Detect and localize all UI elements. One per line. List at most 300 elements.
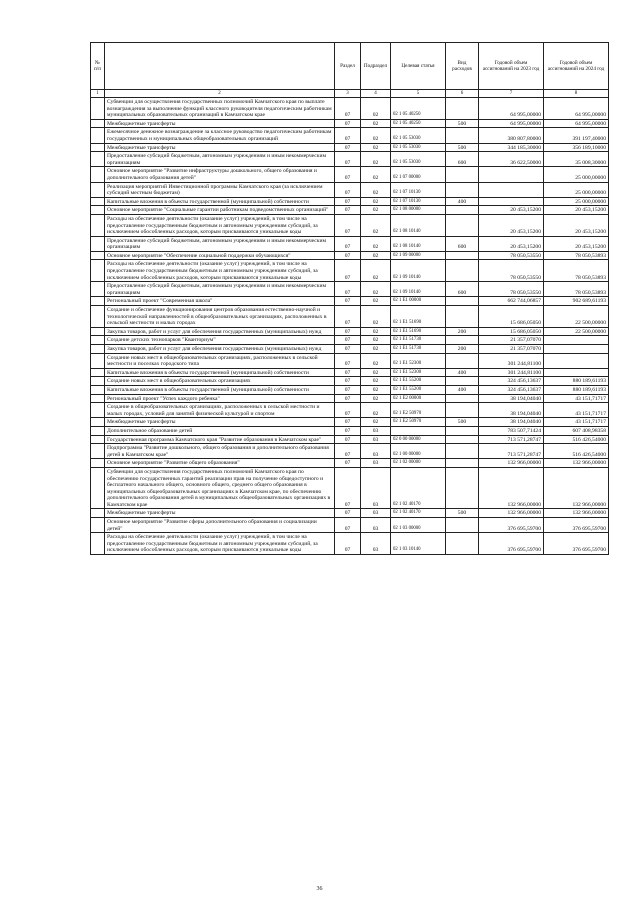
- table-row: [91, 206, 609, 215]
- cell-vid: 400: [446, 197, 479, 206]
- header-vol2024: Годовой объем ассигнований на 2024 год: [544, 43, 609, 90]
- column-number: 4: [361, 90, 391, 98]
- cell-podrazdel: 03: [361, 426, 391, 435]
- cell-vol2023: 20 453,15200: [479, 236, 544, 251]
- cell-vol2023: 324 456,13637: [479, 385, 544, 394]
- cell-vol2023: 132 966,00000: [479, 509, 544, 518]
- cell-name: Региональный проект "Успех каждого ребенка": [105, 394, 335, 403]
- cell-name: Субвенции для осуществления государственных полномочий Камчатского края по обеспечению государственных гарантий реализации прав на получение общедоступного и бесплатного начального общего, основного общего, среднего общего образования в муниципальных общеобразовательных организациях в Камчатском крае, по обеспечению дополнительного образования детей в муниципальных общеобразовательных организациях в Камчатском крае: [105, 467, 335, 509]
- cell-vol2024: [544, 345, 609, 354]
- cell-target: 02 1 09 10140: [391, 282, 446, 297]
- cell-razdel: 07: [335, 260, 361, 282]
- cell-target: 02 1 08 10140: [391, 214, 446, 236]
- table-row: [91, 143, 609, 152]
- cell-razdel: 07: [335, 152, 361, 167]
- cell-vol2023: 36 622,50000: [479, 152, 544, 167]
- page-number: 36: [316, 886, 323, 892]
- cell-podrazdel: 02: [361, 336, 391, 345]
- cell-target: 02 1 05 40250: [391, 119, 446, 128]
- column-number: 5: [391, 90, 446, 98]
- cell-num: [91, 306, 105, 328]
- cell-vol2024: 516 426,54000: [544, 444, 609, 459]
- table-row: [91, 327, 609, 336]
- cell-num: [91, 444, 105, 459]
- cell-num: [91, 128, 105, 143]
- cell-podrazdel: 02: [361, 377, 391, 386]
- cell-vol2024: 20 453,15200: [544, 214, 609, 236]
- cell-vol2024: 391 197,40000: [544, 128, 609, 143]
- cell-razdel: 07: [335, 394, 361, 403]
- table-row: [91, 533, 609, 555]
- column-number: 6: [446, 90, 479, 98]
- cell-podrazdel: 02: [361, 197, 391, 206]
- cell-num: [91, 435, 105, 444]
- table-row: [91, 394, 609, 403]
- table-row: [91, 119, 609, 128]
- cell-vid: [446, 167, 479, 182]
- cell-podrazdel: 02: [361, 152, 391, 167]
- cell-podrazdel: 02: [361, 128, 391, 143]
- cell-target: 02 1 03 00000: [391, 518, 446, 533]
- cell-vol2024: 376 695,59700: [544, 533, 609, 555]
- cell-vid: [446, 260, 479, 282]
- header-num: № п/п: [91, 43, 105, 90]
- cell-name: Межбюджетные трансферты: [105, 418, 335, 427]
- column-number: 3: [335, 90, 361, 98]
- cell-vol2024: 356 189,10000: [544, 143, 609, 152]
- table-row: [91, 152, 609, 167]
- table-row: [91, 377, 609, 386]
- cell-name: Межбюджетные трансферты: [105, 143, 335, 152]
- cell-vol2024: 880 189,61193: [544, 385, 609, 394]
- cell-num: [91, 152, 105, 167]
- cell-vol2023: 132 966,00000: [479, 467, 544, 509]
- cell-num: [91, 467, 105, 509]
- cell-target: 02 1 E1 52300: [391, 353, 446, 368]
- cell-razdel: 07: [335, 377, 361, 386]
- cell-vol2023: [479, 167, 544, 182]
- table-row: [91, 251, 609, 260]
- cell-vid: [446, 435, 479, 444]
- cell-vid: [446, 306, 479, 328]
- table-row: [91, 197, 609, 206]
- table-row: [91, 467, 609, 509]
- cell-target: 02 0 00 00000: [391, 435, 446, 444]
- cell-num: [91, 345, 105, 354]
- cell-target: 02 1 02 40170: [391, 509, 446, 518]
- cell-target: 02 1 E1 55200: [391, 377, 446, 386]
- cell-num: [91, 385, 105, 394]
- cell-target: 02 1 09 10140: [391, 260, 446, 282]
- cell-vol2024: [544, 336, 609, 345]
- cell-name: Ежемесячное денежное вознаграждение за классное руководство педагогическим работникам государственных и муниципальных общеобразовательных организаций: [105, 128, 335, 143]
- table-row: [91, 260, 609, 282]
- cell-vol2024: 78 050,53893: [544, 260, 609, 282]
- table-row: [91, 444, 609, 459]
- cell-vol2023: 21 357,07070: [479, 345, 544, 354]
- cell-vol2024: 64 995,00000: [544, 119, 609, 128]
- cell-target: 02 1 E2 00000: [391, 394, 446, 403]
- column-number: 2: [105, 90, 335, 98]
- cell-vol2023: 78 050,53550: [479, 251, 544, 260]
- cell-podrazdel: 02: [361, 167, 391, 182]
- cell-num: [91, 251, 105, 260]
- cell-razdel: 07: [335, 345, 361, 354]
- cell-num: [91, 394, 105, 403]
- cell-vol2024: 25 000,00000: [544, 182, 609, 197]
- header-name: [105, 43, 335, 90]
- cell-vol2024: 20 453,15200: [544, 206, 609, 215]
- cell-target: 02 1 E1 51690: [391, 306, 446, 328]
- cell-vol2023: 380 807,80000: [479, 128, 544, 143]
- cell-razdel: 07: [335, 98, 361, 120]
- cell-podrazdel: 02: [361, 251, 391, 260]
- cell-num: [91, 403, 105, 418]
- cell-vid: 500: [446, 119, 479, 128]
- cell-target: 02 1 E2 50970: [391, 418, 446, 427]
- budget-table: [90, 42, 609, 555]
- cell-vol2023: 64 995,00000: [479, 119, 544, 128]
- cell-vid: [446, 214, 479, 236]
- cell-vol2023: 38 194,04040: [479, 418, 544, 427]
- cell-num: [91, 368, 105, 377]
- cell-name: Создание новых мест в общеобразовательных организациях, расположенных в сельской местности и поселках городского типа: [105, 353, 335, 368]
- table-row: [91, 345, 609, 354]
- cell-razdel: 07: [335, 336, 361, 345]
- cell-num: [91, 260, 105, 282]
- cell-vid: 500: [446, 418, 479, 427]
- cell-num: [91, 518, 105, 533]
- cell-razdel: 07: [335, 251, 361, 260]
- cell-target: 02 1 02 00000: [391, 459, 446, 468]
- cell-vid: 200: [446, 327, 479, 336]
- cell-name: Капитальные вложения в объекты государственной (муниципальной) собственности: [105, 197, 335, 206]
- cell-target: 02 1 08 10140: [391, 236, 446, 251]
- table-row: [91, 336, 609, 345]
- cell-podrazdel: 03: [361, 467, 391, 509]
- cell-razdel: 07: [335, 435, 361, 444]
- cell-razdel: 07: [335, 128, 361, 143]
- cell-num: [91, 459, 105, 468]
- cell-vol2024: 902 689,61193: [544, 297, 609, 306]
- cell-razdel: 07: [335, 418, 361, 427]
- cell-name: Создание новых мест в общеобразовательных организациях: [105, 377, 335, 386]
- cell-razdel: 07: [335, 467, 361, 509]
- cell-vol2024: 516 426,54000: [544, 435, 609, 444]
- cell-vol2024: 132 966,00000: [544, 509, 609, 518]
- cell-target: 02 1 E1 51730: [391, 336, 446, 345]
- cell-vid: 500: [446, 509, 479, 518]
- cell-podrazdel: 02: [361, 394, 391, 403]
- cell-target: 02 1 E1 55200: [391, 385, 446, 394]
- cell-vol2024: 25 000,00000: [544, 197, 609, 206]
- cell-vol2024: 25 000,00000: [544, 167, 609, 182]
- cell-razdel: 07: [335, 426, 361, 435]
- header-vol2023: Годовой объем ассигнований на 2023 год: [479, 43, 544, 90]
- cell-razdel: 07: [335, 236, 361, 251]
- cell-razdel: 07: [335, 182, 361, 197]
- cell-vid: 600: [446, 152, 479, 167]
- cell-target: 02 1 09 00000: [391, 251, 446, 260]
- cell-razdel: 07: [335, 282, 361, 297]
- cell-podrazdel: 02: [361, 282, 391, 297]
- cell-name: Основное мероприятие "Социальные гарантии работникам подведомственных организаций": [105, 206, 335, 215]
- cell-razdel: 07: [335, 306, 361, 328]
- cell-target: 02 1 05 53030: [391, 152, 446, 167]
- cell-podrazdel: 02: [361, 368, 391, 377]
- cell-target: 02 1 00 00000: [391, 444, 446, 459]
- cell-vol2024: 22 500,00000: [544, 327, 609, 336]
- cell-vid: [446, 459, 479, 468]
- cell-vol2023: 376 695,59700: [479, 533, 544, 555]
- cell-vol2023: 324 456,13637: [479, 377, 544, 386]
- cell-num: [91, 98, 105, 120]
- cell-num: [91, 197, 105, 206]
- column-number: 1: [91, 90, 105, 98]
- cell-vol2024: 880 189,61193: [544, 377, 609, 386]
- table-row: [91, 418, 609, 427]
- cell-target: 02 1 03 10140: [391, 533, 446, 555]
- cell-vid: [446, 353, 479, 368]
- cell-vol2023: 662 744,06857: [479, 297, 544, 306]
- cell-razdel: 07: [335, 509, 361, 518]
- cell-vid: [446, 377, 479, 386]
- cell-name: Межбюджетные трансферты: [105, 509, 335, 518]
- table-row: [91, 435, 609, 444]
- table-row: [91, 403, 609, 418]
- cell-vid: [446, 426, 479, 435]
- cell-vid: 600: [446, 236, 479, 251]
- cell-vid: [446, 128, 479, 143]
- cell-name: Расходы на обеспечение деятельности (оказание услуг) учреждений, в том числе на предоставление государственным бюджетным и автономным учреждениям субсидий, за исключением обособленных расходов, которым присваиваются уникальные коды: [105, 533, 335, 555]
- cell-vid: [446, 98, 479, 120]
- cell-vol2024: [544, 368, 609, 377]
- table-row: [91, 214, 609, 236]
- cell-vol2023: 376 695,59700: [479, 518, 544, 533]
- cell-num: [91, 236, 105, 251]
- table-row: [91, 518, 609, 533]
- cell-name: Закупка товаров, работ и услуг для обеспечения государственных (муниципальных) нужд: [105, 345, 335, 354]
- cell-podrazdel: 03: [361, 459, 391, 468]
- cell-vid: [446, 518, 479, 533]
- cell-name: Субвенции для осуществления государственных полномочий Камчатского края по выплате вознаграждения за выполнение функций классного руководителя педагогическим работникам муниципальных образовательных организаций в Камчатском крае: [105, 98, 335, 120]
- cell-vol2023: 78 050,53550: [479, 282, 544, 297]
- cell-name: Основное мероприятие "Развитие сферы дополнительного образования и социализации детей": [105, 518, 335, 533]
- cell-num: [91, 206, 105, 215]
- cell-name: Подпрограмма "Развитие дошкольного, общего образования и дополнительного образования детей в Камчатском крае": [105, 444, 335, 459]
- cell-name: Предоставление субсидий бюджетным, автономным учреждениям и иным некоммерческим организациям: [105, 236, 335, 251]
- cell-target: 02 1 05 53030: [391, 128, 446, 143]
- cell-razdel: 07: [335, 143, 361, 152]
- cell-vol2023: 15 686,05050: [479, 306, 544, 328]
- cell-razdel: 07: [335, 385, 361, 394]
- table-row: [91, 167, 609, 182]
- cell-name: Основное мероприятие "Обеспечение социальной поддержки обучающихся": [105, 251, 335, 260]
- cell-name: Межбюджетные трансферты: [105, 119, 335, 128]
- cell-num: [91, 426, 105, 435]
- cell-podrazdel: 02: [361, 182, 391, 197]
- cell-vid: 600: [446, 282, 479, 297]
- cell-podrazdel: 02: [361, 206, 391, 215]
- cell-podrazdel: 02: [361, 98, 391, 120]
- table-header-row: [91, 43, 609, 90]
- cell-razdel: 07: [335, 444, 361, 459]
- cell-num: [91, 509, 105, 518]
- cell-num: [91, 533, 105, 555]
- cell-num: [91, 143, 105, 152]
- cell-vol2024: [544, 353, 609, 368]
- cell-podrazdel: 02: [361, 345, 391, 354]
- cell-num: [91, 353, 105, 368]
- cell-num: [91, 282, 105, 297]
- column-number: 7: [479, 90, 544, 98]
- cell-vol2024: 35 008,30000: [544, 152, 609, 167]
- header-vid: Вид расходов: [446, 43, 479, 90]
- cell-podrazdel: 03: [361, 533, 391, 555]
- cell-vid: [446, 206, 479, 215]
- cell-razdel: 07: [335, 214, 361, 236]
- cell-vol2024: 43 151,71717: [544, 394, 609, 403]
- cell-num: [91, 327, 105, 336]
- cell-podrazdel: 02: [361, 327, 391, 336]
- cell-vol2023: 713 571,28747: [479, 444, 544, 459]
- cell-target: 02 1 02 40170: [391, 467, 446, 509]
- cell-vol2023: 713 571,28747: [479, 435, 544, 444]
- cell-target: 02 1 E1 52300: [391, 368, 446, 377]
- table-row: [91, 306, 609, 328]
- cell-name: Создание в общеобразовательных организациях, расположенных в сельской местности и малых городах, условий для занятий физической культурой и спортом: [105, 403, 335, 418]
- table-row: [91, 128, 609, 143]
- cell-vol2024: 20 453,15200: [544, 236, 609, 251]
- cell-vol2023: 301 244,81100: [479, 368, 544, 377]
- cell-target: 02 1 E1 51690: [391, 327, 446, 336]
- table-row: [91, 353, 609, 368]
- cell-vol2023: 38 194,04040: [479, 403, 544, 418]
- cell-razdel: 07: [335, 327, 361, 336]
- cell-vol2023: [479, 197, 544, 206]
- cell-vol2024: 43 151,71717: [544, 418, 609, 427]
- table-body: [91, 98, 609, 555]
- cell-podrazdel: 02: [361, 385, 391, 394]
- cell-num: [91, 214, 105, 236]
- cell-target: 02 1 E2 50970: [391, 403, 446, 418]
- cell-podrazdel: 02: [361, 236, 391, 251]
- cell-razdel: 07: [335, 518, 361, 533]
- cell-vol2023: 20 453,15200: [479, 214, 544, 236]
- cell-razdel: 07: [335, 533, 361, 555]
- cell-vid: [446, 403, 479, 418]
- cell-razdel: 07: [335, 197, 361, 206]
- cell-vol2023: 38 194,04040: [479, 394, 544, 403]
- cell-num: [91, 182, 105, 197]
- cell-name: Основное мероприятие "Развитие общего образования": [105, 459, 335, 468]
- table-row: [91, 282, 609, 297]
- cell-name: Создание и обеспечение функционирования центров образования естественно-научной и технологической направленностей в общеобразовательных организациях, расположенных в сельской местности и малых городах: [105, 306, 335, 328]
- cell-vol2024: 132 966,00000: [544, 459, 609, 468]
- cell-razdel: 07: [335, 167, 361, 182]
- table-row: [91, 426, 609, 435]
- cell-vid: [446, 533, 479, 555]
- cell-target: 02 1 07 10130: [391, 182, 446, 197]
- cell-name: Государственная программа Камчатского края "Развитие образования в Камчатском крае": [105, 435, 335, 444]
- column-number-row: [91, 90, 609, 98]
- cell-vol2023: 344 185,30000: [479, 143, 544, 152]
- cell-vol2023: 78 050,53550: [479, 260, 544, 282]
- cell-target: 02 1 E1 51730: [391, 345, 446, 354]
- cell-name: Расходы на обеспечение деятельности (оказание услуг) учреждений, в том числе на предоставление государственным бюджетным и автономным учреждениям субсидий, за исключением обособленных расходов, которым присваиваются уникальные коды: [105, 214, 335, 236]
- cell-target: 02 1 E1 00000: [391, 297, 446, 306]
- cell-name: Предоставление субсидий бюджетным, автономным учреждениям и иным некоммерческим организациям: [105, 152, 335, 167]
- cell-num: [91, 167, 105, 182]
- cell-vol2023: 783 507,71424: [479, 426, 544, 435]
- table-row: [91, 385, 609, 394]
- cell-target: 02 1 08 00000: [391, 206, 446, 215]
- cell-num: [91, 377, 105, 386]
- table-row: [91, 297, 609, 306]
- cell-target: 02 1 07 00000: [391, 167, 446, 182]
- header-target: Целевая статья: [391, 43, 446, 90]
- cell-vol2023: [479, 182, 544, 197]
- table-row: [91, 182, 609, 197]
- cell-vol2024: 22 500,00000: [544, 306, 609, 328]
- cell-vid: 500: [446, 143, 479, 152]
- cell-vid: [446, 297, 479, 306]
- header-razdel: Раздел: [335, 43, 361, 90]
- cell-razdel: 07: [335, 353, 361, 368]
- cell-vol2024: 78 050,53893: [544, 282, 609, 297]
- cell-num: [91, 297, 105, 306]
- cell-name: Капитальные вложения в объекты государственной (муниципальной) собственности: [105, 368, 335, 377]
- cell-razdel: 07: [335, 459, 361, 468]
- cell-name: Дополнительное образование детей: [105, 426, 335, 435]
- cell-vid: [446, 467, 479, 509]
- cell-target: 02 1 07 10130: [391, 197, 446, 206]
- table-row: [91, 368, 609, 377]
- cell-vol2023: 64 995,00000: [479, 98, 544, 120]
- cell-podrazdel: 02: [361, 143, 391, 152]
- cell-razdel: 07: [335, 297, 361, 306]
- cell-podrazdel: 02: [361, 403, 391, 418]
- cell-vol2023: 301 244,81100: [479, 353, 544, 368]
- cell-target: 02 1 05 53030: [391, 143, 446, 152]
- cell-razdel: 07: [335, 119, 361, 128]
- header-podrazdel: Подраздел: [361, 43, 391, 90]
- cell-target: [391, 426, 446, 435]
- cell-name: Региональный проект "Современная школа": [105, 297, 335, 306]
- cell-name: Реализация мероприятий Инвестиционной программы Камчатского края (за исключением субсидий местным бюджетам): [105, 182, 335, 197]
- cell-vid: [446, 336, 479, 345]
- cell-podrazdel: 02: [361, 418, 391, 427]
- cell-vol2023: 21 357,07070: [479, 336, 544, 345]
- column-number: 8: [544, 90, 609, 98]
- cell-vid: 400: [446, 368, 479, 377]
- cell-podrazdel: 02: [361, 119, 391, 128]
- table-row: [91, 509, 609, 518]
- cell-vol2023: 15 686,05050: [479, 327, 544, 336]
- cell-vol2024: 132 966,00000: [544, 467, 609, 509]
- cell-vol2024: 78 050,53893: [544, 251, 609, 260]
- cell-vid: [446, 444, 479, 459]
- cell-podrazdel: 02: [361, 260, 391, 282]
- cell-vol2024: 376 695,59700: [544, 518, 609, 533]
- cell-num: [91, 418, 105, 427]
- cell-name: Капитальные вложения в объекты государственной (муниципальной) собственности: [105, 385, 335, 394]
- cell-name: Создание детских технопарков "Кванториум": [105, 336, 335, 345]
- cell-podrazdel: 03: [361, 435, 391, 444]
- cell-num: [91, 119, 105, 128]
- cell-podrazdel: 03: [361, 509, 391, 518]
- cell-name: Основное мероприятие "Развитие инфраструктуры дошкольного, общего образования и дополнительного образования детей": [105, 167, 335, 182]
